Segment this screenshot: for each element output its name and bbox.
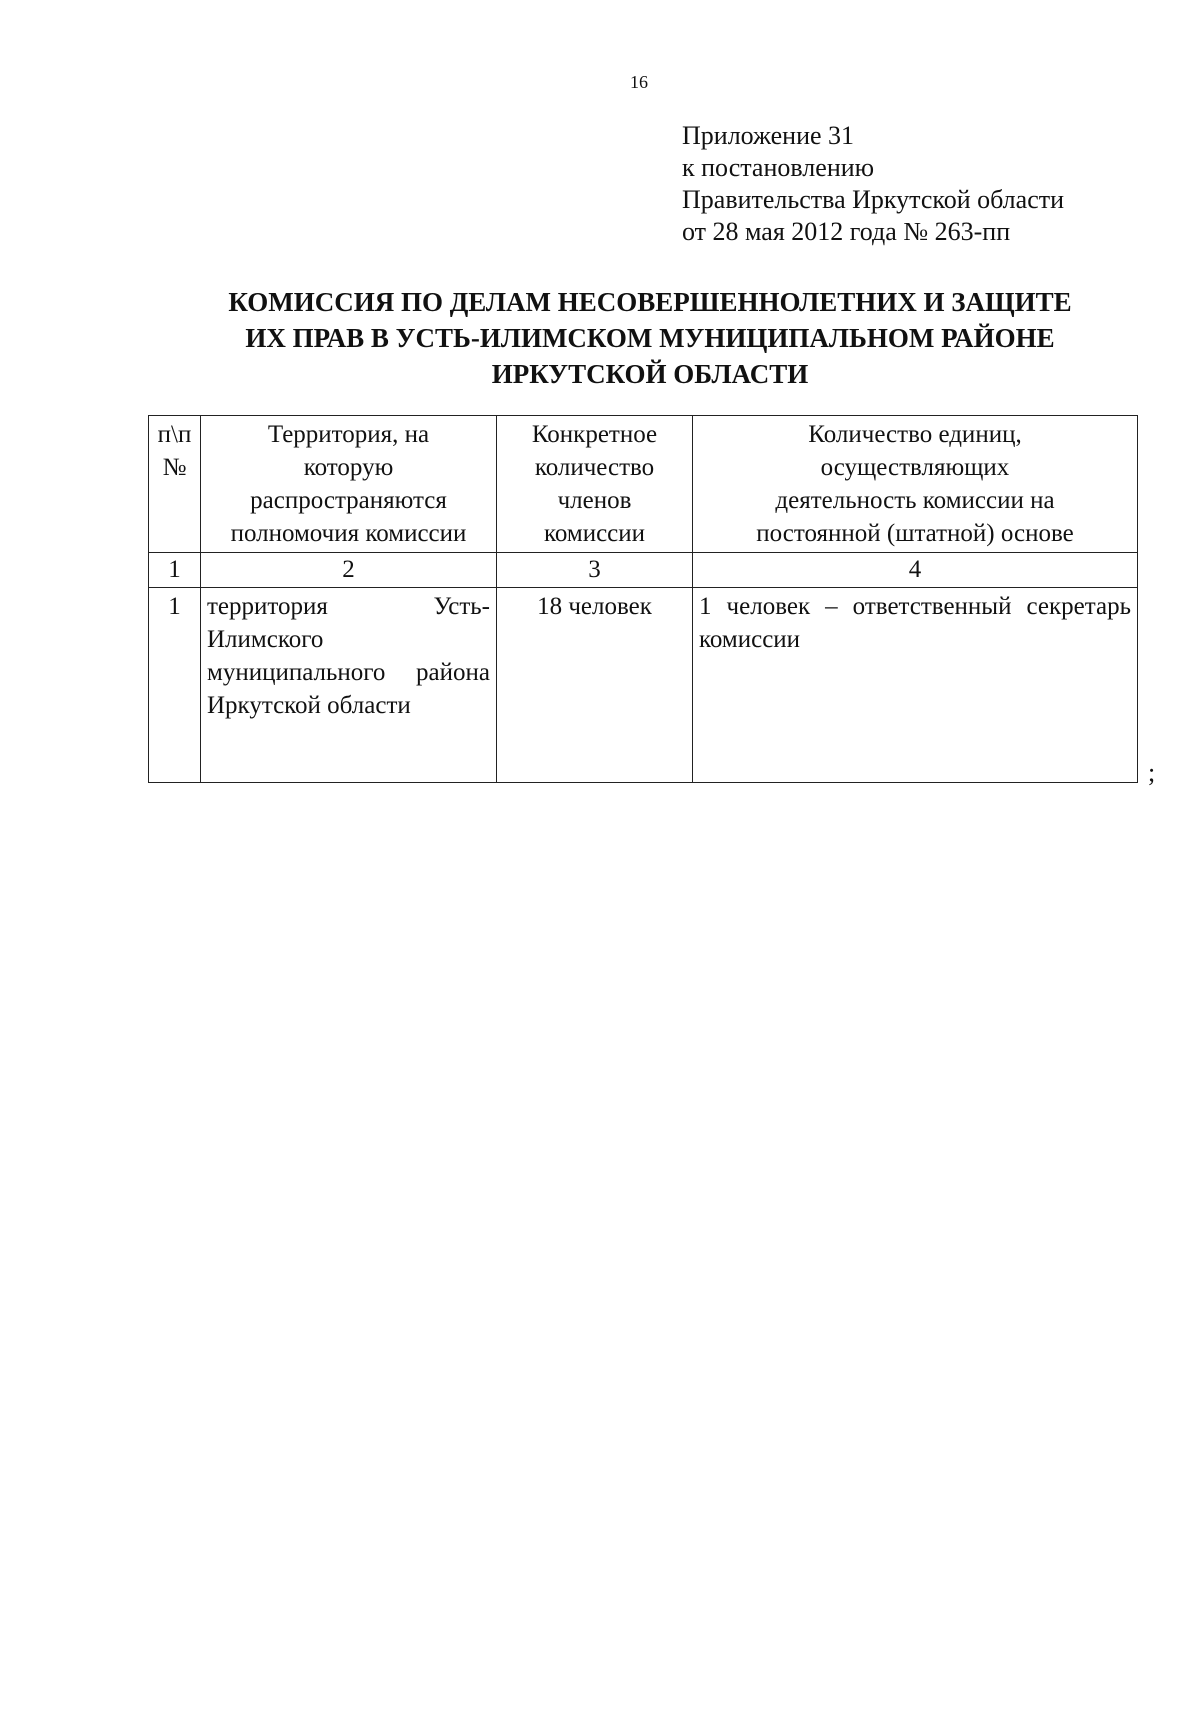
cell-staff: 1 человек – ответственный секретарь комиссии bbox=[693, 588, 1138, 783]
appendix-line: Правительства Иркутской области bbox=[682, 185, 1065, 214]
document-title bbox=[150, 284, 1150, 392]
commission-table bbox=[148, 415, 1138, 783]
header-territory: Территория, на которую распространяются полномочия комиссии bbox=[201, 416, 497, 553]
appendix-line: Приложение 31 bbox=[682, 121, 855, 150]
cell-index: 1 bbox=[149, 588, 201, 783]
title-line: КОМИССИЯ ПО ДЕЛАМ НЕСОВЕРШЕННОЛЕТНИХ И ЗАЩИТЕ bbox=[228, 287, 1072, 317]
title-line: ИРКУТСКОЙ ОБЛАСТИ bbox=[491, 359, 809, 389]
column-number-row bbox=[149, 553, 1138, 588]
column-number: 4 bbox=[693, 553, 1138, 588]
table-header-row bbox=[149, 416, 1138, 553]
column-number: 2 bbox=[201, 553, 497, 588]
cell-members: 18 человек bbox=[497, 588, 693, 783]
column-number: 1 bbox=[149, 553, 201, 588]
header-members: Конкретное количество членов комиссии bbox=[497, 416, 693, 553]
appendix-reference bbox=[682, 120, 1064, 248]
header-index: п\п № bbox=[149, 416, 201, 553]
table-row bbox=[149, 588, 1138, 783]
column-number: 3 bbox=[497, 553, 693, 588]
appendix-line: к постановлению bbox=[682, 153, 875, 182]
cell-territory: территория Усть-Илимского муниципального района Иркутской области bbox=[201, 588, 497, 783]
header-staff: Количество единиц, осуществляющих деятельность комиссии на постоянной (штатной) основе bbox=[693, 416, 1138, 553]
appendix-line: от 28 мая 2012 года № 263-пп bbox=[682, 217, 1011, 246]
trailing-semicolon: ; bbox=[1148, 758, 1156, 787]
page-number: 16 bbox=[630, 72, 648, 92]
title-line: ИХ ПРАВ В УСТЬ-ИЛИМСКОМ МУНИЦИПАЛЬНОМ РАЙОНЕ bbox=[245, 323, 1055, 353]
